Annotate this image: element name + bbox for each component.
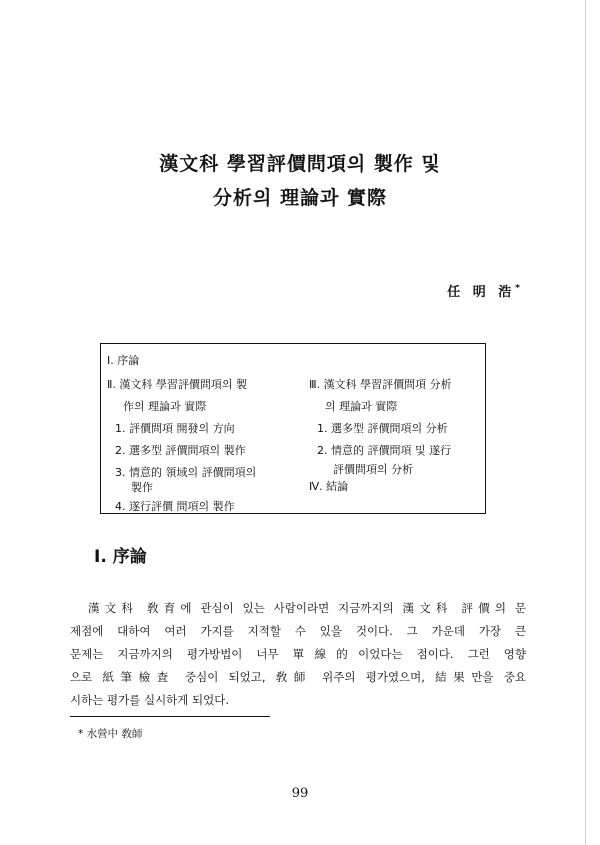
toc-right-item: 의 理論과 實際 <box>325 400 398 413</box>
toc-right-item: 1. 選多型 評價問項의 分析 <box>317 422 448 435</box>
toc-left-item: 3. 情意的 領域의 評價問項의 <box>115 466 257 479</box>
paper-title-line-1: 漢文科 學習評價問項의 製作 및 <box>159 153 441 175</box>
toc-right-item: 2. 情意的 評價問項 및 遂行 <box>317 444 452 457</box>
toc-left-item: 作의 理論과 實際 <box>123 400 207 413</box>
author-name: 任 明 浩 <box>447 285 516 300</box>
toc-left-item: Ⅰ. 序論 <box>107 354 140 367</box>
toc-right-item: 評價問項의 分析 <box>333 463 414 476</box>
paper-title-line-2: 分析의 理論과 實際 <box>213 187 387 209</box>
toc-left-item: 4. 遂行評價 問項의 製作 <box>115 500 235 513</box>
toc-left-item: 2. 選多型 評價問項의 製作 <box>115 444 246 457</box>
page-edge-line <box>585 0 586 845</box>
page-number: 99 <box>291 786 309 801</box>
author <box>447 281 520 300</box>
toc-left-item: 製作 <box>131 481 153 494</box>
paragraph-line: 문제는 지금까지의 평가방법이 너무 單線的이었다는 점이다. 그런 영향 <box>70 647 526 661</box>
author-footnote-mark: * <box>515 283 520 294</box>
toc-left-item: Ⅱ. 漢文科 學習評價問項의 製 <box>107 378 248 391</box>
paragraph-line: 漢文科 敎育에 관심이 있는 사람이라면 지금까지의 漢文科 評價의 문 <box>88 601 526 615</box>
table-of-contents <box>100 343 486 514</box>
section-heading: Ⅰ. 序論 <box>94 547 147 567</box>
footnote: * 水營中 敎師 <box>78 728 143 740</box>
footnote-divider <box>70 716 270 717</box>
toc-right-item: Ⅲ. 漢文科 學習評價問項 分析 <box>309 378 452 391</box>
paragraph-line: 으로 紙筆檢査 중심이 되었고, 敎師 위주의 평가였으며, 結果만을 중요 <box>70 670 526 684</box>
paragraph-line: 제점에 대하여 여러 가지를 지적할 수 있을 것이다. 그 가운데 가장 큰 <box>70 624 526 638</box>
paragraph-line: 시하는 평가를 실시하게 되었다. <box>70 693 230 707</box>
toc-left-item: 1. 評價問項 開發의 方向 <box>115 422 235 435</box>
toc-right-item: Ⅳ. 結論 <box>309 480 349 493</box>
